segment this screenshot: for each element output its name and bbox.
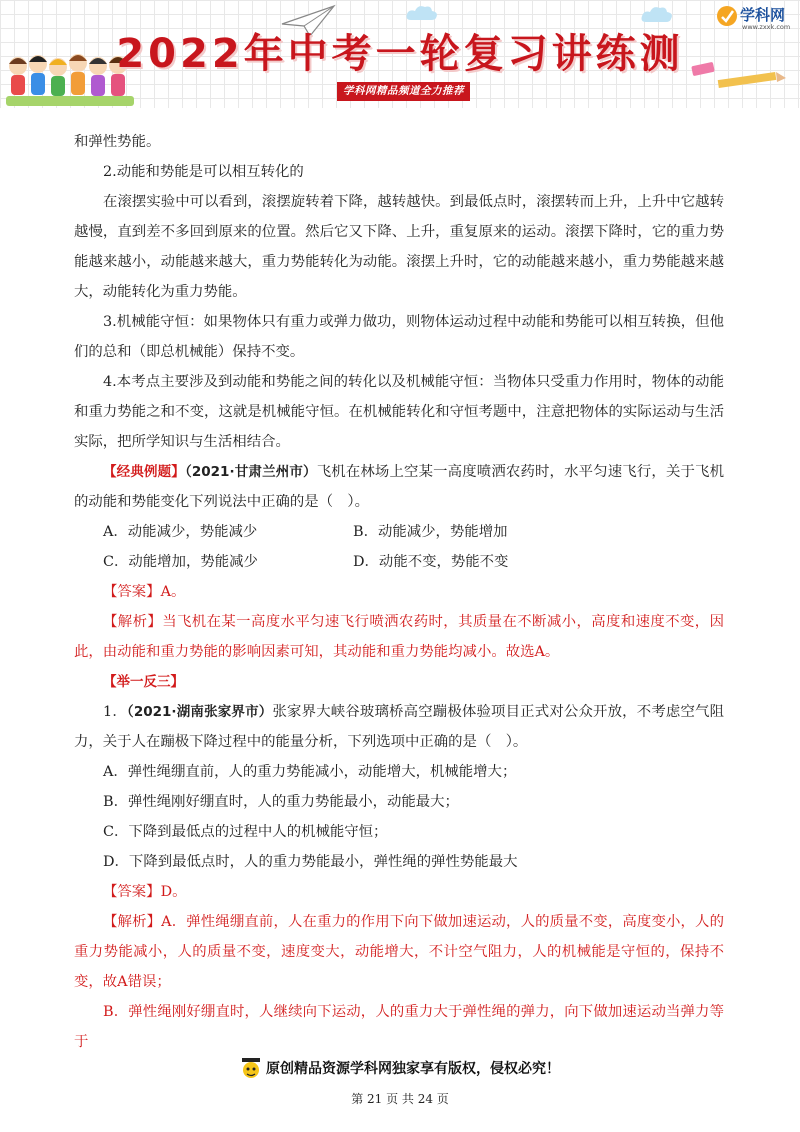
example-options-row xyxy=(74,547,724,577)
option-a: A．动能减少，势能减少 xyxy=(103,524,258,540)
cloud-icon xyxy=(405,4,439,22)
example-answer: 【答案】A。 xyxy=(103,584,186,600)
question-source: （2021·湖南张家界市） xyxy=(126,704,273,720)
brand-name: 学科网 xyxy=(740,6,786,24)
paragraph: 3.机械能守恒：如果物体只有重力或弹力做功，则物体运动过程中动能和势能可以相互转换，但他们的总和（即总机械能）保持不变。 xyxy=(74,314,724,360)
mascot-icon xyxy=(240,1056,262,1082)
analysis-text: 当飞机在某一高度水平匀速飞行喷洒农药时，其质量在不断减小，高度和速度不变，因此，由动能和重力势能的影响因素可知，其动能和重力势能均减小。故选A。 xyxy=(74,614,724,660)
question-number: 1． xyxy=(103,704,127,720)
option-b: B．动能减少，势能增加 xyxy=(353,524,508,540)
example-analysis xyxy=(74,607,724,667)
option-c: C．动能增加，势能减少 xyxy=(103,554,258,570)
cloud-icon xyxy=(640,4,674,24)
practice-analysis-b: B．弹性绳刚好绷直时，人继续向下运动，人的重力大于弹性绳的弹力，向下做加速运动当弹力等于 xyxy=(74,1004,724,1050)
option-c: C．下降到最低点的过程中人的机械能守恒； xyxy=(103,824,388,840)
paragraph: 4.本考点主要涉及到动能和势能之间的转化以及机械能守恒：当物体只受重力作用时，物体的动能和重力势能之和不变，这就是机械能守恒。在机械能转化和守恒考题中，注意把物体的实际运动与生活实际，把所学知识与生活相结合。 xyxy=(74,374,724,450)
practice-heading: 【举一反三】 xyxy=(103,674,184,690)
paragraph: 在滚摆实验中可以看到，滚摆旋转着下降，越转越快。到最低点时，滚摆转而上升，上升中它越转越慢，直到差不多回到原来的位置。然后它又下降、上升，重复原来的运动。滚摆下降时，它的重力势能越来越小，动能越来越大，重力势能转化为动能。滚摆上升时，它的动能越来越小，重力势能越来越大，动能转化为重力势能。 xyxy=(74,194,724,300)
option-a: A．弹性绳绷直前，人的重力势能减小，动能增大，机械能增大； xyxy=(103,764,517,780)
page-title: 2022年中考一轮复习讲练测 xyxy=(116,31,684,77)
example-options-row xyxy=(74,517,724,547)
subtitle-badge: 学科网精品频道全力推荐 xyxy=(337,82,470,101)
option-d: D．动能不变，势能不变 xyxy=(353,554,509,570)
example-source: （2021·甘肃兰州市） xyxy=(184,464,317,480)
example-question xyxy=(74,457,724,517)
brand-url: www.zxxk.com xyxy=(742,23,791,31)
example-tag: 【经典例题】 xyxy=(103,464,185,480)
analysis-tag: 【解析】 xyxy=(103,914,162,930)
paragraph: 和弹性势能。 xyxy=(74,134,161,150)
analysis-tag: 【解析】 xyxy=(103,614,163,630)
page-number: 第 21 页 共 24 页 xyxy=(351,1092,449,1106)
paragraph-heading: 2.动能和势能是可以相互转化的 xyxy=(103,164,304,180)
practice-analysis xyxy=(74,907,724,997)
brand-logo-area[interactable] xyxy=(716,2,798,34)
question-text: 张家界大峡谷玻璃桥高空蹦极体验项目正式对公众开放，不考虑空气阻力，关于人在蹦极下降过程中的能量分析，下列选项中正确的是（ ）。 xyxy=(74,704,724,750)
practice-question xyxy=(74,697,724,757)
header-banner xyxy=(0,0,800,108)
option-b: B．弹性绳刚好绷直时，人的重力势能最小，动能最大； xyxy=(103,794,459,810)
document-body xyxy=(74,127,724,1057)
brand-logo-icon xyxy=(716,5,738,27)
option-d: D．下降到最低点时，人的重力势能最小，弹性绳的弹性势能最大 xyxy=(103,854,518,870)
analysis-text-a: A．弹性绳绷直前，人在重力的作用下向下做加速运动，人的质量不变，高度变小，人的重力势能减小，人的质量不变，速度变大，动能增大，不计空气阻力，人的机械能是守恒的，保持不变，故A错误； xyxy=(74,914,724,990)
practice-answer: 【答案】D。 xyxy=(103,884,187,900)
example-question-text: 飞机在林场上空某一高度喷洒农药时，水平匀速飞行，关于飞机的动能和势能变化下列说法中正确的是（ ）。 xyxy=(74,464,725,510)
copyright-text: 原创精品资源学科网独家享有版权，侵权必究！ xyxy=(266,1061,560,1077)
copyright-notice xyxy=(0,1056,800,1082)
